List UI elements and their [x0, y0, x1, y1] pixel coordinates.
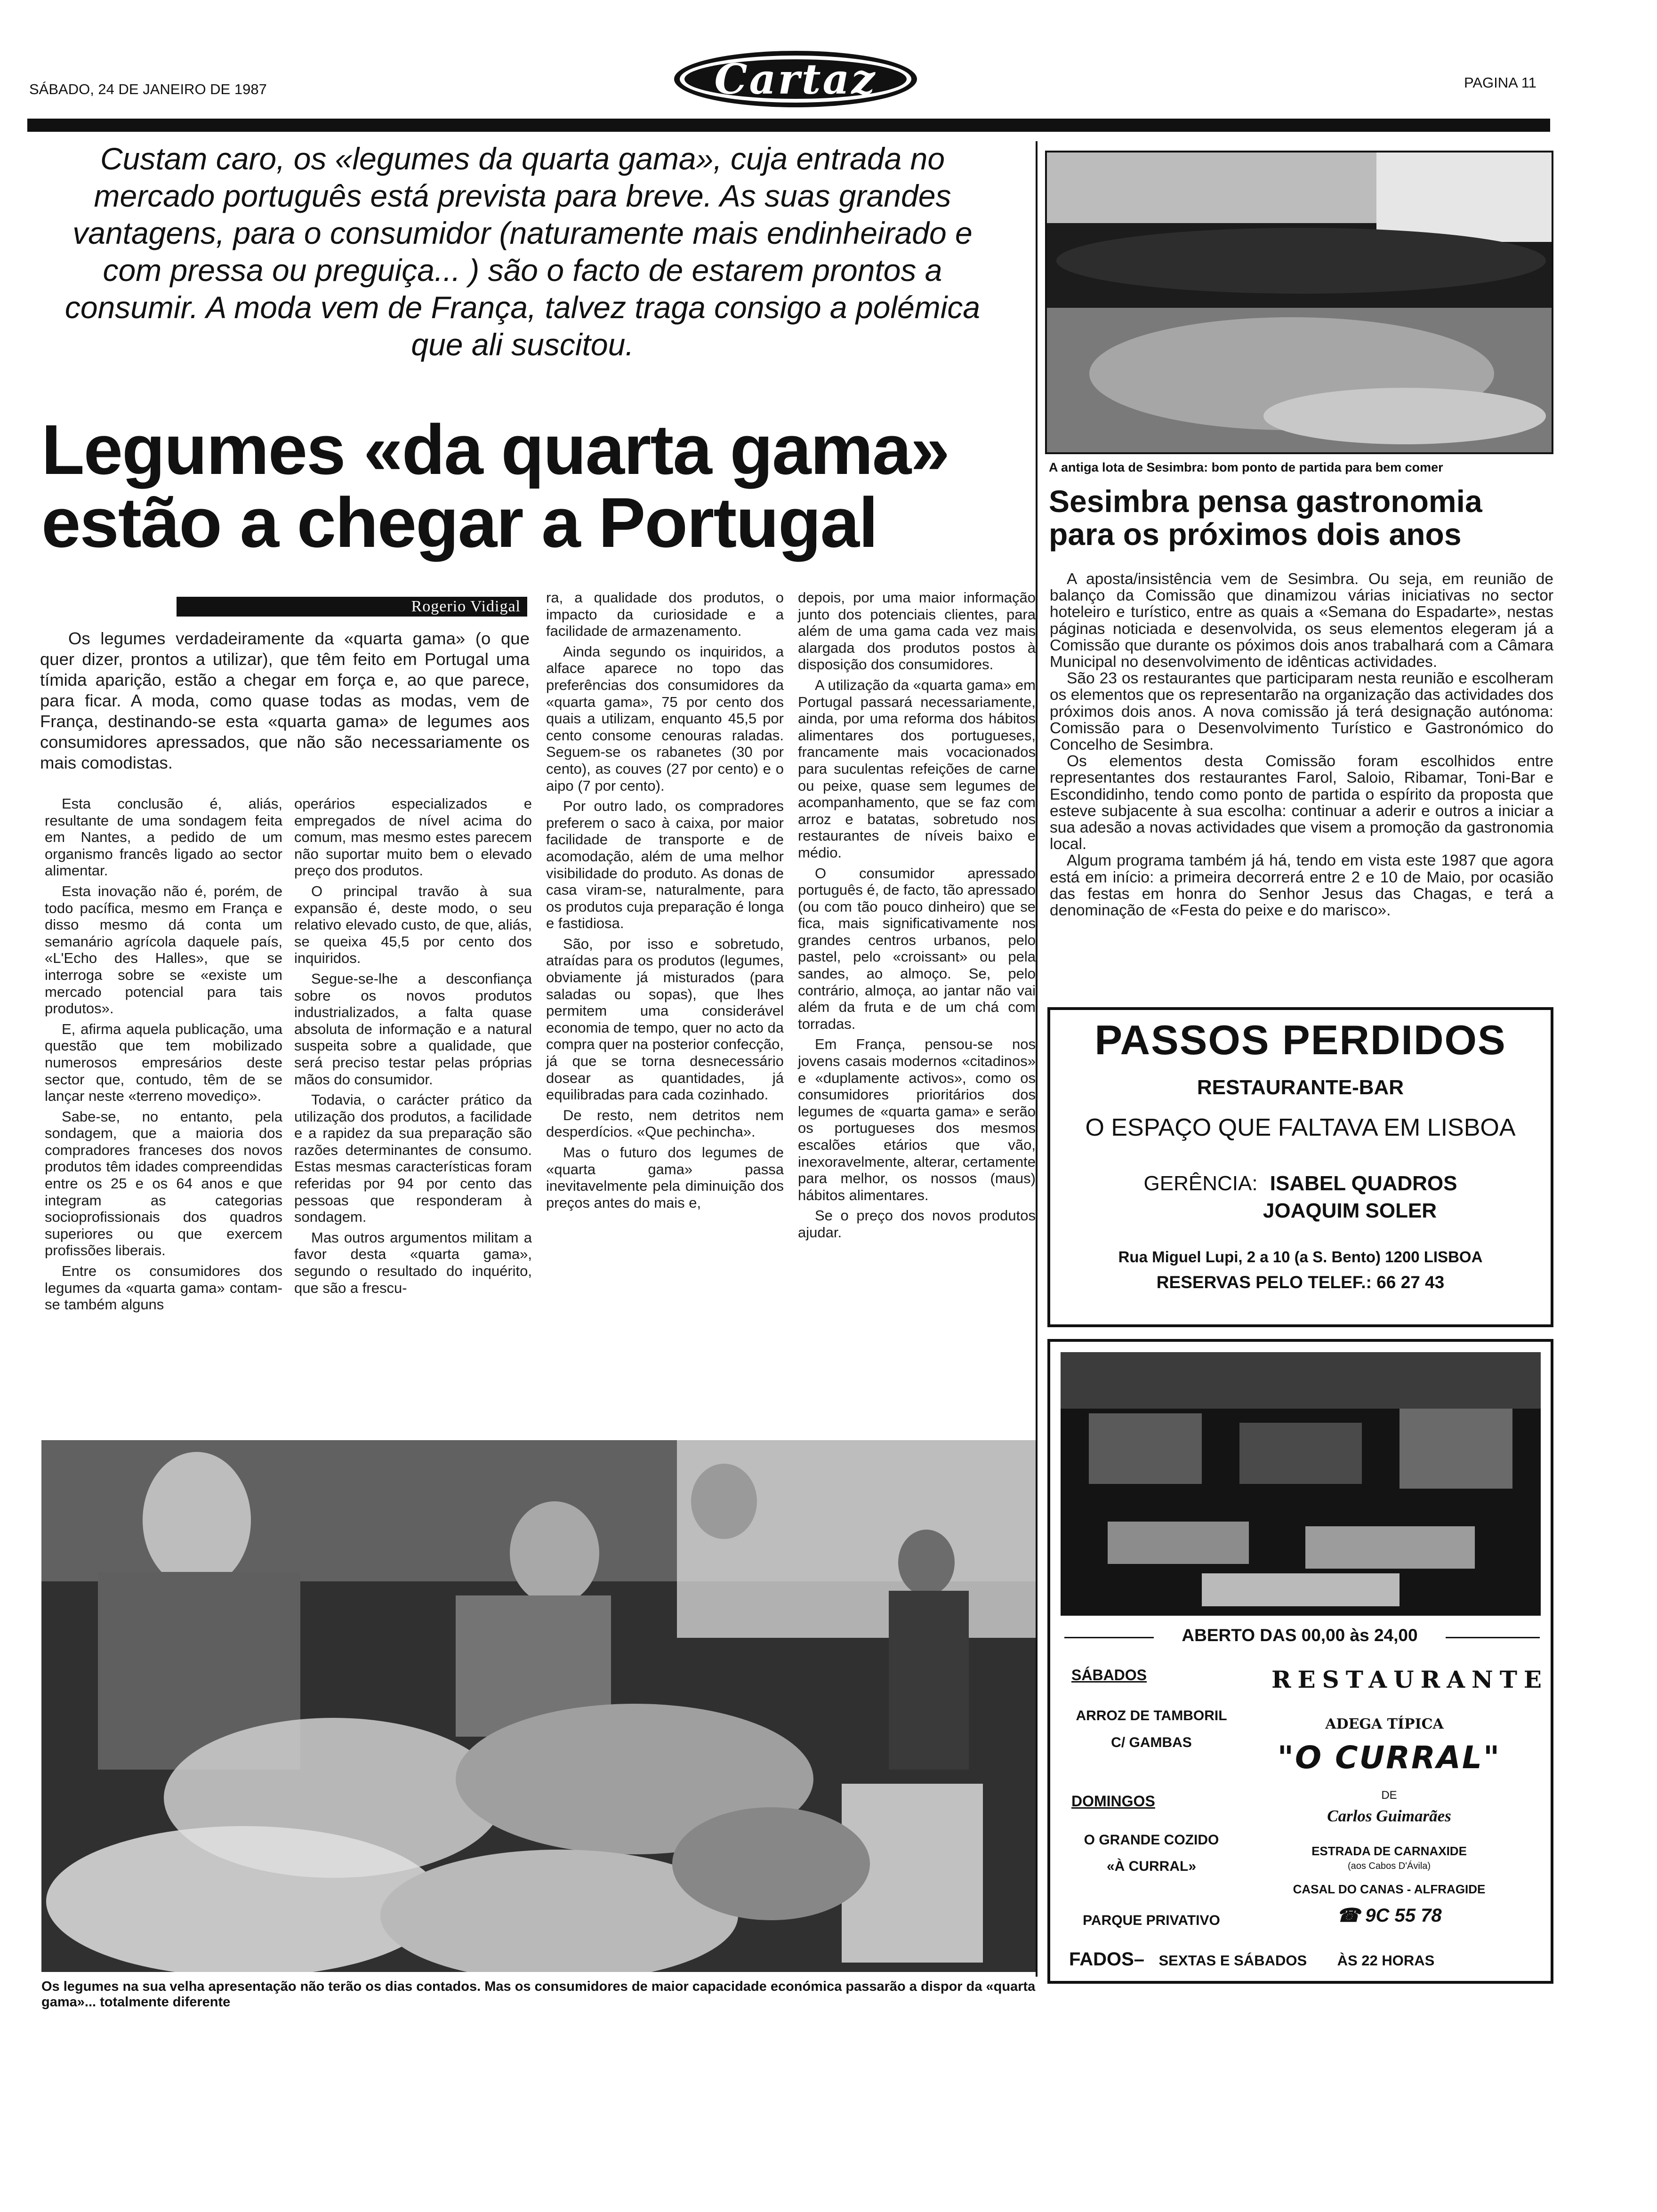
col3-paragraph: Ainda segundo os inquiridos, a alface aparece no topo das preferências dos consumidores da «quarta gama», 75 por cento dos quais a utilizam, enquanto 45,5 por cento consome cenouras raladas. Seguem-se os rabanetes (30 por cento), as couves (27 por cento) e o aipo (7 por cento).	[546, 643, 784, 794]
sesimbra-paragraph: A aposta/insistência vem de Sesimbra. Ou seja, em reunião de balanço da Comissão que dinamizou várias iniciativas no sector hoteleiro e turístico, entre as quais a «Semana do Espadarte», nestas páginas noticiada e desenvolvida, os seus elementos elegeram já a Comissão que durante os póximos dois anos trabalhará com a Câmara Municipal no desenvolvimento de idênticas actividades.	[1050, 570, 1553, 671]
standfirst-text: Os legumes verdadeiramente da «quarta gama» (o que quer dizer, prontos a utilizar), que têm feito em Portugal uma tímida aparição, estão a chegar em força e, ao que parece, para ficar. A moda, como quase todas as modas, vem de França, destinando-se esta «quarta gama» de legumes aos consumidores apressados, que não são necessariamente os mais comodistas.	[40, 629, 530, 772]
lead-headline-line1: Legumes «da quarta gama»	[41, 410, 949, 489]
curral-address-3: CASAL DO CANAS - ALFRAGIDE	[1293, 1882, 1486, 1896]
ad1-tagline: O ESPAÇO QUE FALTAVA EM LISBOA	[1085, 1114, 1516, 1141]
curral-interior-photo-image	[1061, 1352, 1541, 1616]
header-date: SÁBADO, 24 DE JANEIRO DE 1987	[29, 81, 267, 97]
body-column-3	[546, 589, 784, 1215]
curral-fados-label: FADOS–	[1069, 1949, 1145, 1970]
ad-passos-perdidos	[1047, 1007, 1553, 1327]
market-photo-image	[41, 1440, 1037, 1972]
curral-sat-dish-1: ARROZ DE TAMBORIL	[1076, 1708, 1227, 1723]
curral-de: DE	[1381, 1789, 1397, 1802]
ad1-manager-2: JOAQUIM SOLER	[1263, 1199, 1437, 1222]
market-photo	[41, 1440, 1037, 1972]
body-column-1	[45, 795, 282, 1317]
col2-paragraph: Mas outros argumentos militam a favor desta «quarta gama», segundo o resultado do inquérito, que são a frescu-	[294, 1229, 532, 1296]
col4-paragraph: A utilização da «quarta gama» em Portugal passará necessariamente, ainda, por uma reforma dos hábitos alimentares dos portugueses, francamente mais vocacionados para suculentas refeições de carne ou peixe, quase sem legumes de acompanhamento, que se faz com arroz e batatas, sobretudo nos restaurantes de níveis baixo e médio.	[798, 676, 1036, 861]
col1-paragraph: E, afirma aquela publicação, uma questão que tem mobilizado numerosos empresários deste sector que, contudo, têm de se lançar neste «terreno movediço».	[45, 1020, 282, 1105]
curral-hours-row	[1064, 1626, 1540, 1649]
ad-o-curral	[1047, 1339, 1553, 1984]
curral-arc-text: RESTAURANTE	[1271, 1666, 1549, 1693]
col1-paragraph: Entre os consumidores dos legumes da «quarta gama» contam-se também alguns	[45, 1263, 282, 1313]
curral-fados-row	[1069, 1949, 1540, 1970]
lead-standfirst	[40, 628, 530, 777]
col4-paragraph: Em França, pensou-se nos jovens casais modernos «citadinos» e «duplamente activos», como os consumidores prioritários dos legumes de «quarta gama» e serão os portugueses dos mesmos escalões etários que vão, inexoravelmente, alterar, certamente para melhor, os nossos (maus) hábitos alimentares.	[798, 1036, 1036, 1203]
col4-paragraph: Se o preço dos novos produtos ajudar.	[798, 1207, 1036, 1241]
curral-sun-dish-1: O GRANDE COZIDO	[1084, 1832, 1219, 1848]
curral-phone: ☎ 9C 55 78	[1336, 1905, 1442, 1926]
ad1-manager-1: ISABEL QUADROS	[1270, 1172, 1457, 1195]
sesimbra-paragraph: São 23 os restaurantes que participaram nesta reunião e escolheram os elementos que os representarão na organização das actividades dos próximos dois anos. A nova comissão já terá designação autónoma: Comissão para o Desenvolvimento Turístico e Gastronómico do Concelho de Sesimbra.	[1050, 670, 1553, 754]
curral-hours-rule-right	[1446, 1637, 1540, 1638]
curral-address-2: (aos Cabos D'Ávila)	[1347, 1861, 1431, 1871]
byline-author: Rogerio Vidigal	[411, 598, 521, 615]
sesimbra-lota-photo	[1045, 151, 1553, 454]
curral-parking: PARQUE PRIVATIVO	[1083, 1913, 1220, 1928]
col3-paragraph: De resto, nem detritos nem desperdícios. «Que pechincha».	[546, 1106, 784, 1140]
sesimbra-headline-line1: Sesimbra pensa gastronomia	[1049, 484, 1482, 519]
col1-paragraph: Esta inovação não é, porém, de todo pacífica, mesmo em França e disso mesmo dá conta um semanário agrícola daquele país, «L'Echo des Halles», que se interroga sobre se «existe um mercado potencial para tais produtos».	[45, 882, 282, 1017]
col3-paragraph: Por outro lado, os compradores preferem o saco à caixa, por maior facilidade de transporte e de acomodação, além de uma melhor visibilidade do produto. As donas de casa viram-se, naturalmente, para os produtos cuja preparação é longa e fastidiosa.	[546, 798, 784, 932]
curral-interior-photo	[1061, 1352, 1541, 1616]
lead-headline-line2: estão a chegar a Portugal	[41, 483, 877, 562]
col2-paragraph: Todavia, o carácter prático da utilização dos produtos, a facilidade e a rapidez da sua preparação são razões determinantes de consumo. Estas mesmas características foram referidas por 94 por cento das pessoas que responderam à sondagem.	[294, 1091, 532, 1226]
col2-paragraph: O principal travão à sua expansão é, deste modo, o seu relativo elevado custo, de que, aliás, se queixa 45,5 por cento dos inquiridos.	[294, 882, 532, 967]
col4-paragraph: depois, por uma maior informação junto dos potenciais clientes, para além de uma gama cada vez mais alargada dos produtos postos à disposição dos consumidores.	[798, 589, 1036, 673]
sidebar-divider	[1036, 141, 1038, 1977]
sesimbra-article	[1050, 571, 1553, 919]
header-page-number: PAGINA 11	[1464, 74, 1536, 91]
ad1-phone: RESERVAS PELO TELEF.: 66 27 43	[1156, 1273, 1445, 1292]
curral-sun-dish-2: «À CURRAL»	[1106, 1859, 1197, 1874]
col1-paragraph: Esta conclusão é, aliás, resultante de uma sondagem feita em Nantes, a pedido de um organismo francês ligado ao sector alimentar.	[45, 795, 282, 879]
ad1-manager-row	[1050, 1170, 1551, 1197]
byline-bar	[177, 597, 527, 617]
sesimbra-photo-caption: A antiga lota de Sesimbra: bom ponto de partida para bem comer	[1049, 460, 1443, 474]
curral-fados-time: ÀS 22 HORAS	[1337, 1952, 1435, 1969]
curral-sat-label: SÁBADOS	[1071, 1667, 1147, 1683]
body-column-2	[294, 795, 532, 1300]
ad1-manager-label: GERÊNCIA:	[1143, 1172, 1258, 1195]
masthead-logo	[671, 47, 920, 111]
sesimbra-paragraph: Os elementos desta Comissão foram escolhidos entre representantes dos restaurantes Farol, Saloio, Ribamar, Toni-Bar e Escondidinho, tendo como ponto de partida o espírito da proposta que esteve subjacente à sua escolha: continuar a aderir e outros a iniciar a sua adesão a novas actividades que visem a promoção da gastronomia local.	[1050, 753, 1553, 853]
sesimbra-lota-photo-image	[1047, 152, 1552, 452]
curral-sun-label: DOMINGOS	[1071, 1793, 1155, 1810]
col3-paragraph: São, por isso e sobretudo, atraídas para os produtos (legumes, obviamente já misturados (para saladas ou sopas), que lhes permitem uma considerável economia de tempo, quer no acto da compra quer na posterior confecção, já que se torna desnecessário dosear as quantidades, já equilibradas para cada cozinhado.	[546, 935, 784, 1103]
col1-paragraph: Sabe-se, no entanto, pela sondagem, que a maioria dos compradores franceses dos novos produtos têm idades compreendidas entre os 25 e os 64 anos e que integram as categorias socioprofissionais dos quadros superiores ou que exercem profissões liberais.	[45, 1108, 282, 1259]
curral-fados-days: SEXTAS E SÁBADOS	[1158, 1952, 1307, 1969]
curral-kind: ADEGA TÍPICA	[1325, 1716, 1444, 1732]
ad1-address: Rua Miguel Lupi, 2 a 10 (a S. Bento) 1200 LISBOA	[1118, 1248, 1483, 1266]
curral-sat-dish-2: C/ GAMBAS	[1111, 1735, 1192, 1750]
body-column-4	[798, 589, 1036, 1245]
col3-paragraph: ra, a qualidade dos produtos, o impacto da curiosidade e a facilidade de armazenamento.	[546, 589, 784, 640]
curral-address-1: ESTRADA DE CARNAXIDE	[1311, 1844, 1467, 1858]
ad1-title: PASSOS PERDIDOS	[1094, 1017, 1506, 1063]
curral-name: "O CURRAL"	[1277, 1739, 1501, 1776]
col4-paragraph: O consumidor apressado português é, de facto, tão apressado (ou com tão pouco dinheiro) que se fica, mais significativamente nos grandes centros urbanos, pelo pastel, pelo «croissant» ou pela sandes, ao almoço. Se, pelo contrário, almoça, ao jantar não vai além da fruta e de um chá com torradas.	[798, 865, 1036, 1032]
col2-paragraph: operários especializados e empregados de nível acima do comum, mas mesmo estes parecem não suportar muito bem o elevado preço dos produtos.	[294, 795, 532, 879]
curral-owner: Carlos Guimarães	[1327, 1807, 1451, 1825]
col2-paragraph: Segue-se-lhe a desconfiança sobre os novos produtos industrializados, a falta quase absoluta de informação e a natural suspeita sobre a qualidade, que será preciso testar pelas próprias mãos do consumidor.	[294, 970, 532, 1088]
curral-hours: ABERTO DAS 00,00 às 24,00	[1182, 1626, 1418, 1645]
curral-hours-rule-left	[1064, 1637, 1154, 1638]
header-rule	[27, 119, 1550, 132]
sesimbra-paragraph: Algum programa também já há, tendo em vista este 1987 que agora está em início: a primeira decorrerá entre 2 e 10 de Maio, por ocasião das festas em honra do Senhor Jesus das Chagas, e terá a denominação de «Festa do peixe e do marisco».	[1050, 852, 1553, 920]
lead-intro: Custam caro, os «legumes da quarta gama», cuja entrada no mercado português está prevista para breve. As suas grandes vantagens, para o consumidor (naturamente mais endinheirado e com pressa ou preguiça... ) são o facto de estarem prontos a consumir. A moda vem de França, talvez traga consigo a polémica que ali suscitou.	[64, 141, 981, 362]
ad1-subtitle: RESTAURANTE-BAR	[1197, 1076, 1404, 1099]
market-photo-caption: Os legumes na sua velha apresentação não terão os dias contados. Mas os consumidores de maior capacidade económica passarão a dispor da «quarta gama»... totalmente diferente	[41, 1979, 1036, 2010]
sesimbra-headline-line2: para os próximos dois anos	[1049, 517, 1462, 552]
masthead-logo-text: Cartaz	[714, 55, 877, 104]
col3-paragraph: Mas o futuro dos legumes de «quarta gama» passa inevitavelmente pela diminuição dos preços antes do mais e,	[546, 1144, 784, 1211]
